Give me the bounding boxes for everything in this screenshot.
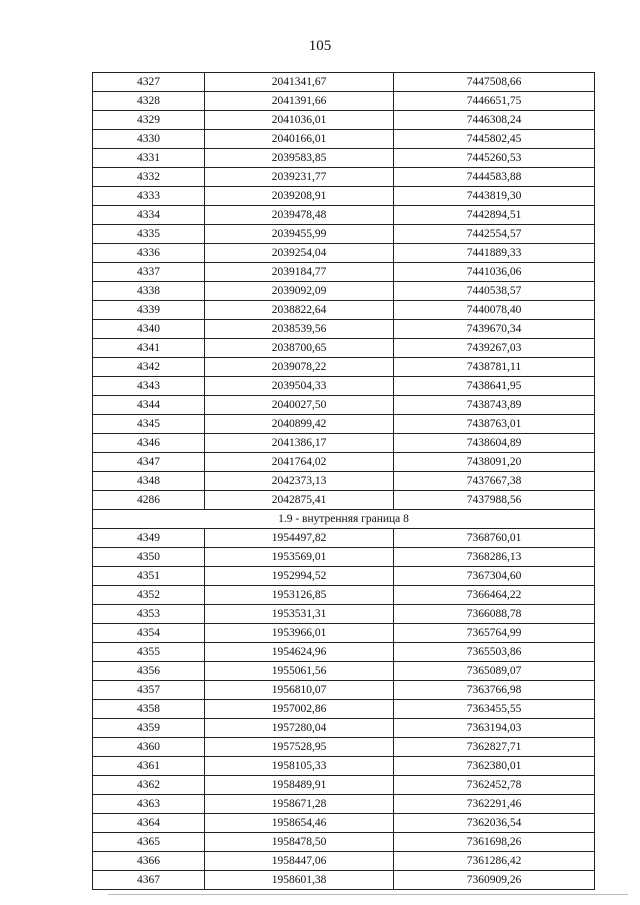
table-row — [93, 320, 595, 339]
y-coordinate-cell: 7361286,42 — [394, 852, 595, 871]
point-number-cell: 4327 — [93, 73, 205, 92]
x-coordinate-cell: 2042373,13 — [205, 472, 394, 491]
y-coordinate-cell: 7368760,01 — [394, 529, 595, 548]
y-coordinate-cell: 7439670,34 — [394, 320, 595, 339]
coordinates-table-body-bottom — [93, 529, 595, 890]
bottom-scan-line — [108, 894, 628, 895]
x-coordinate-cell: 2039092,09 — [205, 282, 394, 301]
x-coordinate-cell: 1957002,86 — [205, 700, 394, 719]
x-coordinate-cell: 2040166,01 — [205, 130, 394, 149]
table-row — [93, 130, 595, 149]
point-number-cell: 4355 — [93, 643, 205, 662]
point-number-cell: 4348 — [93, 472, 205, 491]
y-coordinate-cell: 7437988,56 — [394, 491, 595, 510]
page-number: 105 — [308, 38, 332, 54]
table-row — [93, 529, 595, 548]
table-row — [93, 358, 595, 377]
point-number-cell: 4342 — [93, 358, 205, 377]
table-row — [93, 776, 595, 795]
y-coordinate-cell: 7362036,54 — [394, 814, 595, 833]
x-coordinate-cell: 1956810,07 — [205, 681, 394, 700]
point-number-cell: 4329 — [93, 111, 205, 130]
point-number-cell: 4362 — [93, 776, 205, 795]
table-row — [93, 852, 595, 871]
y-coordinate-cell: 7362380,01 — [394, 757, 595, 776]
y-coordinate-cell: 7437667,38 — [394, 472, 595, 491]
y-coordinate-cell: 7363766,98 — [394, 681, 595, 700]
table-row — [93, 206, 595, 225]
table-row — [93, 225, 595, 244]
point-number-cell: 4336 — [93, 244, 205, 263]
point-number-cell: 4367 — [93, 871, 205, 890]
x-coordinate-cell: 1957528,95 — [205, 738, 394, 757]
table-row — [93, 282, 595, 301]
table-row — [93, 149, 595, 168]
y-coordinate-cell: 7362452,78 — [394, 776, 595, 795]
x-coordinate-cell: 2039078,22 — [205, 358, 394, 377]
y-coordinate-cell: 7366088,78 — [394, 605, 595, 624]
y-coordinate-cell: 7441036,06 — [394, 263, 595, 282]
table-row — [93, 586, 595, 605]
point-number-cell: 4346 — [93, 434, 205, 453]
table-row — [93, 700, 595, 719]
section-label: 1.9 - внутренняя граница 8 — [93, 510, 595, 529]
y-coordinate-cell: 7442894,51 — [394, 206, 595, 225]
x-coordinate-cell: 2041764,02 — [205, 453, 394, 472]
x-coordinate-cell: 2040899,42 — [205, 415, 394, 434]
table-row — [93, 681, 595, 700]
x-coordinate-cell: 2039478,48 — [205, 206, 394, 225]
y-coordinate-cell: 7440078,40 — [394, 301, 595, 320]
x-coordinate-cell: 1958671,28 — [205, 795, 394, 814]
table-row — [93, 244, 595, 263]
x-coordinate-cell: 1957280,04 — [205, 719, 394, 738]
y-coordinate-cell: 7446651,75 — [394, 92, 595, 111]
x-coordinate-cell: 1953966,01 — [205, 624, 394, 643]
point-number-cell: 4365 — [93, 833, 205, 852]
x-coordinate-cell: 1952994,52 — [205, 567, 394, 586]
y-coordinate-cell: 7440538,57 — [394, 282, 595, 301]
x-coordinate-cell: 2039184,77 — [205, 263, 394, 282]
table-row — [93, 548, 595, 567]
y-coordinate-cell: 7438743,89 — [394, 396, 595, 415]
table-row — [93, 415, 595, 434]
table-row — [93, 738, 595, 757]
table-row — [93, 719, 595, 738]
coordinates-table — [92, 72, 595, 890]
point-number-cell: 4349 — [93, 529, 205, 548]
x-coordinate-cell: 1954624,96 — [205, 643, 394, 662]
point-number-cell: 4361 — [93, 757, 205, 776]
section-header-group — [93, 510, 595, 529]
coordinates-table-body-top — [93, 73, 595, 510]
x-coordinate-cell: 2038700,65 — [205, 339, 394, 358]
x-coordinate-cell: 2038539,56 — [205, 320, 394, 339]
y-coordinate-cell: 7438091,20 — [394, 453, 595, 472]
y-coordinate-cell: 7445260,53 — [394, 149, 595, 168]
y-coordinate-cell: 7365503,86 — [394, 643, 595, 662]
table-row — [93, 624, 595, 643]
point-number-cell: 4345 — [93, 415, 205, 434]
table-row — [93, 339, 595, 358]
y-coordinate-cell: 7447508,66 — [394, 73, 595, 92]
table-row — [93, 567, 595, 586]
y-coordinate-cell: 7442554,57 — [394, 225, 595, 244]
y-coordinate-cell: 7363455,55 — [394, 700, 595, 719]
y-coordinate-cell: 7362291,46 — [394, 795, 595, 814]
table-row — [93, 757, 595, 776]
point-number-cell: 4335 — [93, 225, 205, 244]
table-row — [93, 301, 595, 320]
y-coordinate-cell: 7360909,26 — [394, 871, 595, 890]
x-coordinate-cell: 2042875,41 — [205, 491, 394, 510]
x-coordinate-cell: 1953531,31 — [205, 605, 394, 624]
x-coordinate-cell: 2038822,64 — [205, 301, 394, 320]
y-coordinate-cell: 7441889,33 — [394, 244, 595, 263]
x-coordinate-cell: 2039455,99 — [205, 225, 394, 244]
point-number-cell: 4354 — [93, 624, 205, 643]
table-row — [93, 605, 595, 624]
point-number-cell: 4286 — [93, 491, 205, 510]
table-row — [93, 453, 595, 472]
point-number-cell: 4353 — [93, 605, 205, 624]
x-coordinate-cell: 1958489,91 — [205, 776, 394, 795]
y-coordinate-cell: 7361698,26 — [394, 833, 595, 852]
x-coordinate-cell: 1954497,82 — [205, 529, 394, 548]
point-number-cell: 4333 — [93, 187, 205, 206]
x-coordinate-cell: 2041036,01 — [205, 111, 394, 130]
x-coordinate-cell: 2041391,66 — [205, 92, 394, 111]
y-coordinate-cell: 7444583,88 — [394, 168, 595, 187]
table-row — [93, 111, 595, 130]
point-number-cell: 4363 — [93, 795, 205, 814]
table-row — [93, 643, 595, 662]
x-coordinate-cell: 1958447,06 — [205, 852, 394, 871]
table-row — [93, 377, 595, 396]
x-coordinate-cell: 1958654,46 — [205, 814, 394, 833]
section-header-row — [93, 510, 595, 529]
point-number-cell: 4334 — [93, 206, 205, 225]
x-coordinate-cell: 2039504,33 — [205, 377, 394, 396]
table-row — [93, 187, 595, 206]
table-row — [93, 434, 595, 453]
table-row — [93, 263, 595, 282]
x-coordinate-cell: 1953126,85 — [205, 586, 394, 605]
x-coordinate-cell: 2039231,77 — [205, 168, 394, 187]
x-coordinate-cell: 1955061,56 — [205, 662, 394, 681]
x-coordinate-cell: 2039254,04 — [205, 244, 394, 263]
point-number-cell: 4332 — [93, 168, 205, 187]
point-number-cell: 4347 — [93, 453, 205, 472]
table-row — [93, 92, 595, 111]
table-row — [93, 73, 595, 92]
table-row — [93, 795, 595, 814]
x-coordinate-cell: 1958478,50 — [205, 833, 394, 852]
point-number-cell: 4339 — [93, 301, 205, 320]
point-number-cell: 4351 — [93, 567, 205, 586]
point-number-cell: 4356 — [93, 662, 205, 681]
table-row — [93, 472, 595, 491]
x-coordinate-cell: 2041341,67 — [205, 73, 394, 92]
table-row — [93, 833, 595, 852]
y-coordinate-cell: 7438781,11 — [394, 358, 595, 377]
point-number-cell: 4358 — [93, 700, 205, 719]
y-coordinate-cell: 7438641,95 — [394, 377, 595, 396]
point-number-cell: 4357 — [93, 681, 205, 700]
table-row — [93, 491, 595, 510]
y-coordinate-cell: 7439267,03 — [394, 339, 595, 358]
point-number-cell: 4352 — [93, 586, 205, 605]
point-number-cell: 4341 — [93, 339, 205, 358]
point-number-cell: 4343 — [93, 377, 205, 396]
x-coordinate-cell: 2039583,85 — [205, 149, 394, 168]
y-coordinate-cell: 7443819,30 — [394, 187, 595, 206]
y-coordinate-cell: 7367304,60 — [394, 567, 595, 586]
point-number-cell: 4338 — [93, 282, 205, 301]
y-coordinate-cell: 7368286,13 — [394, 548, 595, 567]
y-coordinate-cell: 7445802,45 — [394, 130, 595, 149]
x-coordinate-cell: 2039208,91 — [205, 187, 394, 206]
y-coordinate-cell: 7446308,24 — [394, 111, 595, 130]
x-coordinate-cell: 2041386,17 — [205, 434, 394, 453]
point-number-cell: 4360 — [93, 738, 205, 757]
point-number-cell: 4340 — [93, 320, 205, 339]
point-number-cell: 4331 — [93, 149, 205, 168]
y-coordinate-cell: 7438604,89 — [394, 434, 595, 453]
x-coordinate-cell: 2040027,50 — [205, 396, 394, 415]
table-row — [93, 168, 595, 187]
y-coordinate-cell: 7365764,99 — [394, 624, 595, 643]
x-coordinate-cell: 1953569,01 — [205, 548, 394, 567]
table-row — [93, 396, 595, 415]
y-coordinate-cell: 7362827,71 — [394, 738, 595, 757]
point-number-cell: 4328 — [93, 92, 205, 111]
point-number-cell: 4337 — [93, 263, 205, 282]
point-number-cell: 4330 — [93, 130, 205, 149]
y-coordinate-cell: 7438763,01 — [394, 415, 595, 434]
point-number-cell: 4366 — [93, 852, 205, 871]
point-number-cell: 4350 — [93, 548, 205, 567]
table-row — [93, 871, 595, 890]
point-number-cell: 4344 — [93, 396, 205, 415]
table-row — [93, 662, 595, 681]
table-row — [93, 814, 595, 833]
x-coordinate-cell: 1958601,38 — [205, 871, 394, 890]
y-coordinate-cell: 7365089,07 — [394, 662, 595, 681]
y-coordinate-cell: 7363194,03 — [394, 719, 595, 738]
x-coordinate-cell: 1958105,33 — [205, 757, 394, 776]
y-coordinate-cell: 7366464,22 — [394, 586, 595, 605]
point-number-cell: 4359 — [93, 719, 205, 738]
point-number-cell: 4364 — [93, 814, 205, 833]
